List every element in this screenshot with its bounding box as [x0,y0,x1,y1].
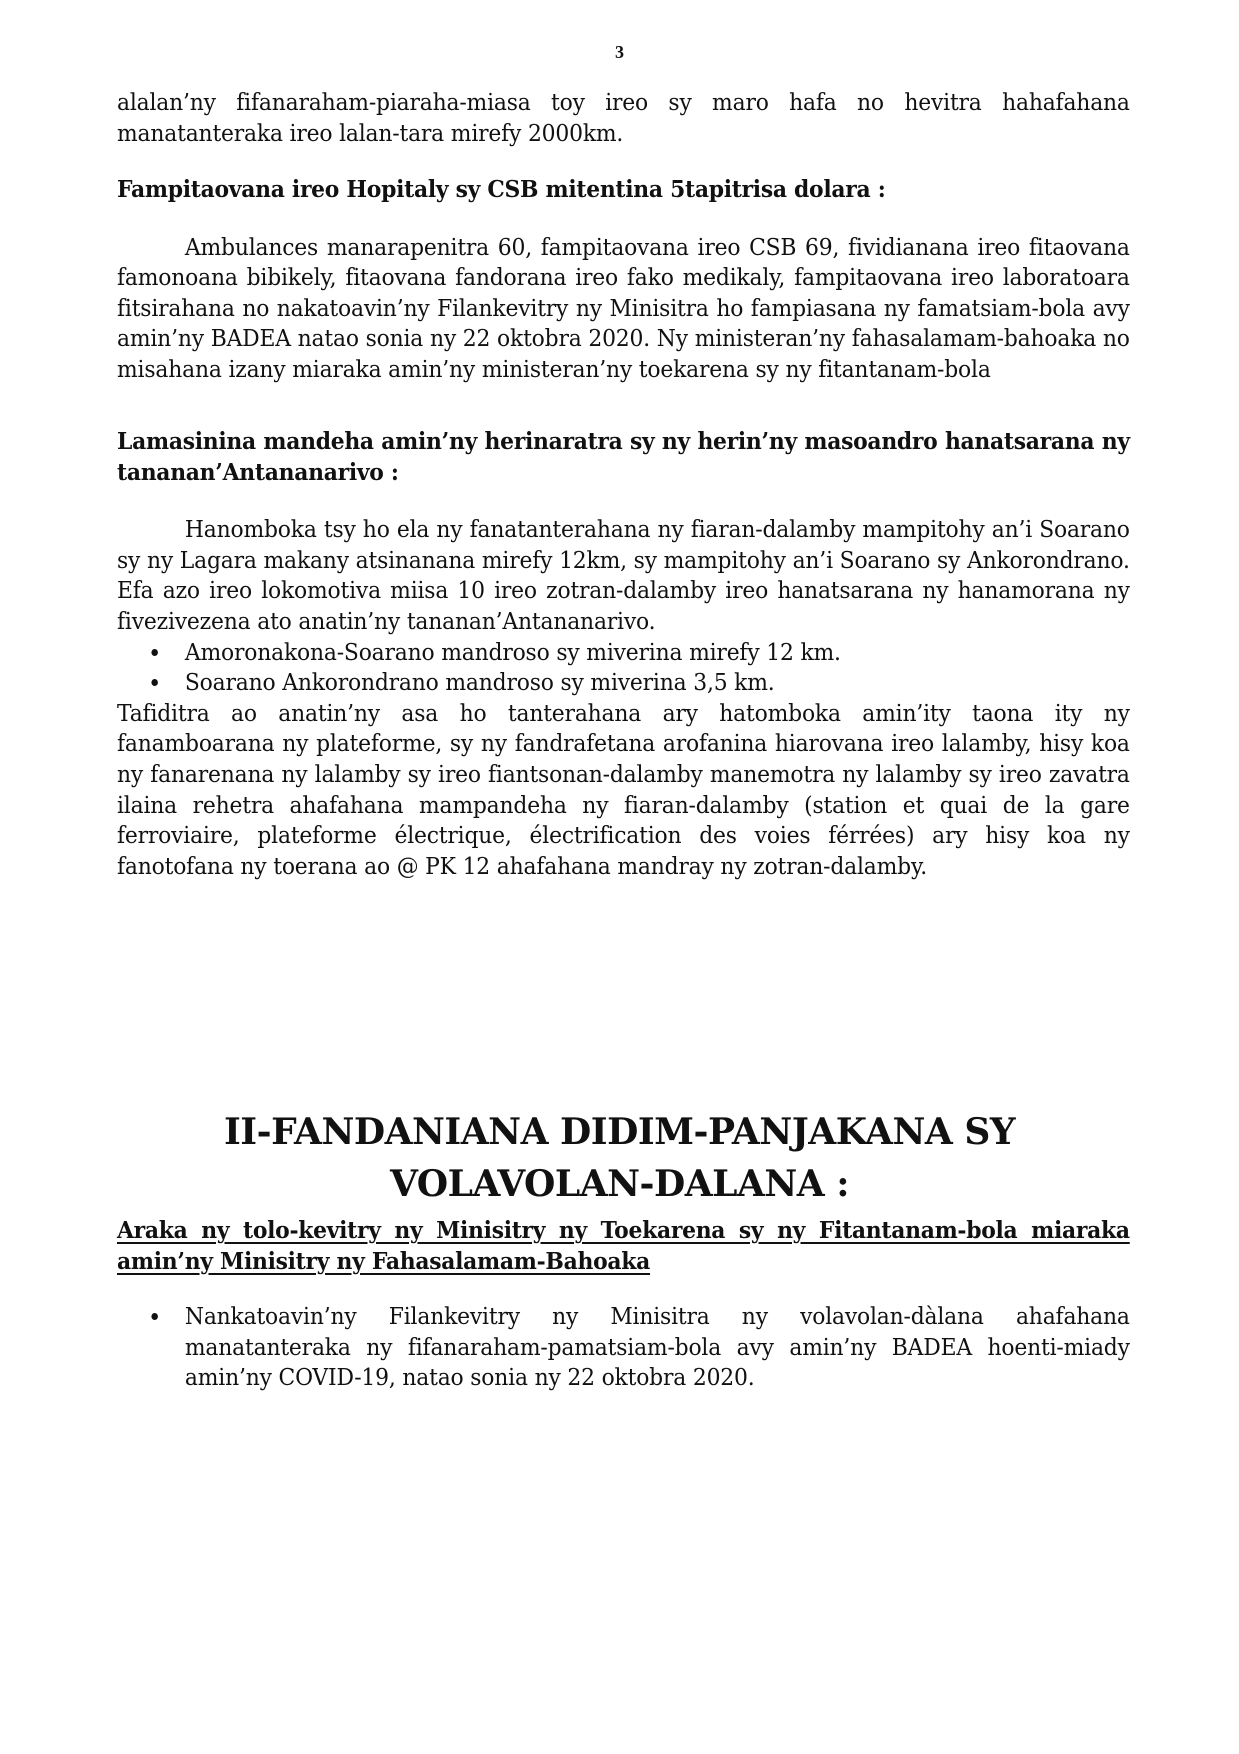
page-number: 3 [615,42,624,62]
section-two-title [0,1106,1239,1210]
list-item-text: Soarano Ankorondrano mandroso sy miverina 3,5 km. [184,668,775,697]
list-item-text: Nankatoavin’ny Filankevitry ny Minisitra ny volavolan-dàlana ahafahana manatanteraka ny fifanaraham-pamatsiam-bola avy amin’ny BADEA hoenti-miady amin’ny COVID-19, natao sonia ny 22 oktobra 2020. [184,1302,1130,1392]
bullet-icon [151,1313,158,1320]
trains-paragraph: Hanomboka tsy ho ela ny fanatanterahana ny fiaran-dalamby mampitohy an’i Soarano sy ny Lagara makany atsinanana mirefy 12km, sy mampitohy an’i Soarano sy Ankorondrano. Efa azo ireo lokomotiva miisa 10 ireo zotran-dalamby ireo hanatsarana ny hanamorana ny fivezivezena ato anatin’ny tananan’Antananarivo. [117,515,1130,635]
hospitals-paragraph: Ambulances manarapenitra 60, fampitaovana ireo CSB 69, fividianana ireo fitaovana famonoana bibikely, fitaovana fandorana ireo fako medikaly, fampitaovana ireo laboratoara fitsirahana no nakatoavin’ny Filankevitry ny Minisitra ho fampiasana ny famatsiam-bola avy amin’ny BADEA natao sonia ny 22 oktobra 2020. Ny ministeran’ny fahasalamam-bahoaka no misahana izany miaraka amin’ny ministeran’ny toekarena sy ny fitantanam-bola [117,232,1130,383]
trains-section [117,426,1206,881]
list-item [117,667,1130,698]
trains-bullet-list [117,637,1130,698]
list-item [117,1301,1130,1393]
trains-heading: Lamasinina mandeha amin’ny herinaratra sy ny herin’ny masoandro hanatsarana ny tananan’Antananarivo : [117,427,1130,486]
section-two-title-line1 [0,1106,1239,1158]
bullet-icon [151,679,158,686]
intro-paragraph: alalan’ny fifanaraham-piaraha-miasa toy ireo sy maro hafa no hevitra hahafahana manatanteraka ireo lalan-tara mirefy 2000km. [117,88,1130,147]
section-two-block [117,1215,1206,1393]
list-item-text: Amoronakona-Soarano mandroso sy miverina mirefy 12 km. [184,637,841,666]
section-two-title-text: FANDANIANA DIDIM-PANJAKANA SY [271,1111,1016,1153]
section-two-subheading: Araka ny tolo-kevitry ny Minisitry ny Toekarena sy ny Fitantanam-bola miaraka amin’ny Minisitry ny Fahasalamam-Bahoaka [117,1216,1130,1275]
hospitals-heading: Fampitaovana ireo Hopitaly sy CSB mitentina 5tapitrisa dolara : [117,175,886,203]
section-two-number: II- [223,1111,272,1153]
section-two-title-line2: VOLAVOLAN-DALANA : [389,1163,850,1205]
hospitals-section [117,174,1206,385]
list-item [117,637,1130,668]
bullet-icon [151,649,158,656]
trains-closing-paragraph: Tafiditra ao anatin’ny asa ho tanterahana ary hatomboka amin’ity taona ity ny fanamboarana ny plateforme, sy ny fandrafetana arofanina hiarovana ireo lalamby, hisy koa ny fanarenana ny lalamby sy ireo fiantsonan-dalamby manemotra ny lalamby sy ireo zavatra ilaina rehetra ahafahana mampandeha ny fiaran-dalamby (station et quai de la gare ferroviaire, plateforme électrique, électrification des voies férrées) ary hisy koa ny fanotofana ny toerana ao @ PK 12 ahafahana mandray ny zotran-dalamby. [117,698,1130,880]
section-two-bullet-list [117,1301,1130,1393]
intro-block [117,87,1206,148]
